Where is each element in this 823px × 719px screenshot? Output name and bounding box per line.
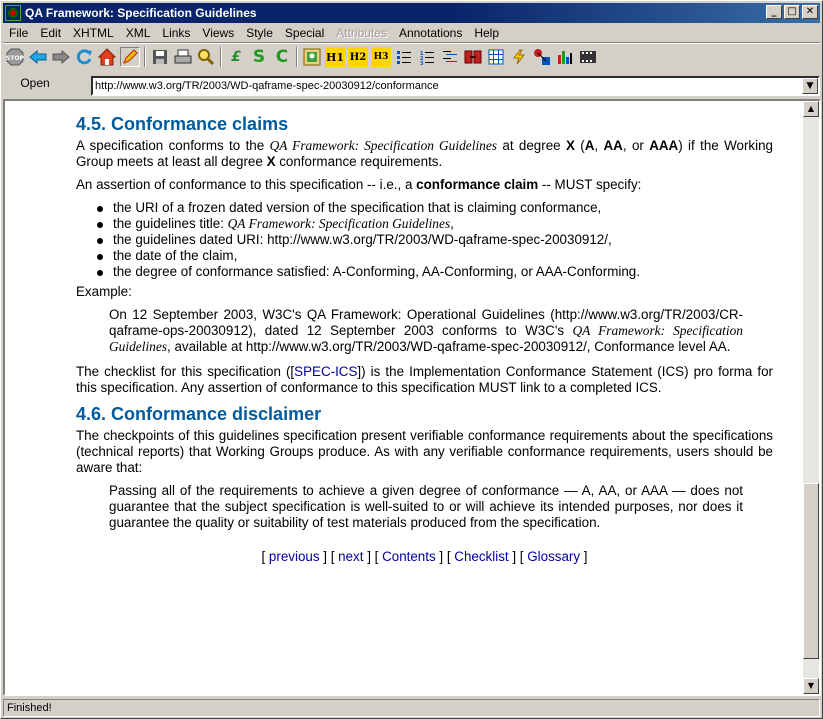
list-item: the degree of conformance satisfied: A-Conforming, AA-Conforming, or AAA-Conforming. (113, 264, 773, 280)
previous-link[interactable]: previous (268, 549, 320, 564)
menu-annotations[interactable]: Annotations (398, 26, 463, 40)
section-4-6-heading: 4.6. Conformance disclaimer (76, 404, 322, 424)
toolbar (5, 45, 601, 69)
toolbar-separator (296, 47, 298, 67)
save-icon[interactable] (150, 47, 170, 67)
scroll-thumb[interactable] (803, 483, 819, 659)
paragraph-conformance: A specification conforms to the QA Framework: Specification Guidelines at degree X (A, AA, or AAA) if the Working Group meets at least all degree X conformance requirements. (76, 138, 773, 169)
check-icon[interactable]: C (275, 47, 289, 67)
status-bar: Finished! (3, 699, 820, 717)
list-item: the date of the claim, (113, 248, 773, 264)
menu-file[interactable]: File (9, 26, 29, 40)
back-arrow-icon[interactable] (28, 47, 48, 67)
address-dropdown-button[interactable]: ▼ (802, 78, 818, 94)
document-view (3, 99, 821, 696)
address-url: http://www.w3.org/TR/2003/WD-qaframe-spec-20030912/conformance (95, 80, 439, 92)
vertical-scrollbar[interactable] (803, 101, 819, 694)
chart-icon[interactable] (555, 47, 575, 67)
menu-views[interactable]: Views (202, 26, 235, 40)
minimize-button[interactable]: _ (766, 5, 782, 19)
heading1-icon[interactable]: H1 (325, 47, 345, 67)
find-icon[interactable] (196, 47, 216, 67)
window-controls (764, 5, 818, 19)
film-icon[interactable] (578, 47, 598, 67)
svg-icon[interactable] (532, 47, 552, 67)
table-icon[interactable] (486, 47, 506, 67)
menu-special[interactable]: Special (284, 26, 325, 40)
section-4-5-heading: 4.5. Conformance claims (76, 114, 289, 134)
menu-attributes: Attributes (336, 26, 387, 40)
paragraph-disclaimer: The checkpoints of this guidelines specification present verifiable conformance requirements about the specifications (technical reports) that Working Groups produce. As with any verifiable conformance requirements, users should be aware that: (76, 428, 773, 475)
heading3-icon[interactable]: H3 (371, 47, 391, 67)
heading2-icon[interactable]: H2 (348, 47, 368, 67)
document-content[interactable] (5, 101, 803, 694)
css-icon[interactable]: £ (231, 49, 241, 65)
menu-bar (3, 24, 820, 42)
numbered-list-icon[interactable] (417, 47, 437, 67)
svg-text:2: 2 (420, 56, 424, 62)
svg-text:STOP: STOP (6, 55, 24, 62)
address-row (3, 73, 820, 97)
menu-edit[interactable]: Edit (40, 26, 62, 40)
spec-ics-link[interactable]: SPEC-ICS (294, 364, 358, 379)
list-item: the URI of a frozen dated version of the specification that is claiming conformance, (113, 200, 773, 216)
link-icon[interactable] (463, 47, 483, 67)
scroll-down-button[interactable]: ▼ (803, 678, 819, 694)
amaya-app-icon (5, 5, 21, 21)
menu-xhtml[interactable]: XHTML (73, 26, 114, 40)
svg-text:1: 1 (420, 51, 424, 57)
spell-check-icon[interactable]: S (252, 47, 266, 67)
paragraph-checklist: The checklist for this specification ([SPEC-ICS]) is the Implementation Conformance Statement (ICS) pro forma for this specification. Any assertion of conformance to this specification MUST link to a completed ICS. (76, 364, 773, 395)
toolbar-separator (144, 47, 146, 67)
reload-icon[interactable] (74, 47, 94, 67)
open-button[interactable]: Open (20, 76, 50, 90)
math-icon[interactable] (509, 47, 529, 67)
image-icon[interactable] (302, 47, 322, 67)
next-link[interactable]: next (338, 549, 364, 564)
contents-link[interactable]: Contents (382, 549, 436, 564)
title-bar (3, 3, 820, 23)
list-item: the guidelines title: QA Framework: Specification Guidelines, (113, 216, 773, 232)
paragraph-assertion: An assertion of conformance to this specification -- i.e., a conformance claim -- MUST specify: (76, 177, 642, 192)
example-blockquote: On 12 September 2003, W3C's QA Framework: Operational Guidelines (http://www.w3.org/TR/2003/CR-qaframe-ops-20030912), dated 12 September 2003 conforms to W3C's QA Framework: Specification Guidelines, available at http://www.w3.org/TR/2003/WD-qaframe-spec-20030912/, Conformance level AA. (109, 307, 744, 354)
bullet-list-icon[interactable] (394, 47, 414, 67)
example-label: Example: (76, 284, 132, 299)
checklist-link[interactable]: Checklist (454, 549, 509, 564)
stop-icon[interactable] (5, 47, 25, 67)
footer-navigation: [ previous ] [ next ] [ Contents ] [ Checklist ] [ Glossary ] (261, 549, 588, 564)
print-icon[interactable] (173, 47, 193, 67)
menu-style[interactable]: Style (246, 26, 273, 40)
glossary-link[interactable]: Glossary (527, 549, 581, 564)
window-title: QA Framework: Specification Guidelines (25, 6, 257, 20)
menu-xml[interactable]: XML (125, 26, 151, 40)
toolbar-separator (220, 47, 222, 67)
menu-links[interactable]: Links (162, 26, 191, 40)
home-icon[interactable] (97, 47, 117, 67)
definition-list-icon[interactable] (440, 47, 460, 67)
maximize-button[interactable]: □ (784, 5, 800, 19)
close-button[interactable]: ✕ (802, 5, 818, 19)
menu-help[interactable]: Help (474, 26, 500, 40)
menu-divider (3, 42, 820, 44)
forward-arrow-icon[interactable] (51, 47, 71, 67)
address-input[interactable] (91, 76, 820, 96)
disclaimer-blockquote: Passing all of the requirements to achieve a given degree of conformance — A, AA, or AAA — does not guarantee that the subject specification is well-suited to or will achieve its intended purposes, nor does it guarantee the quality or suitability of test materials produced from the specification. (109, 483, 743, 530)
claim-requirements-list (76, 200, 773, 280)
edit-pencil-icon[interactable] (120, 47, 140, 67)
scroll-up-button[interactable]: ▲ (803, 101, 819, 117)
svg-text:3: 3 (420, 61, 424, 65)
list-item: the guidelines dated URI: http://www.w3.org/TR/2003/WD-qaframe-spec-20030912/, (113, 232, 773, 248)
